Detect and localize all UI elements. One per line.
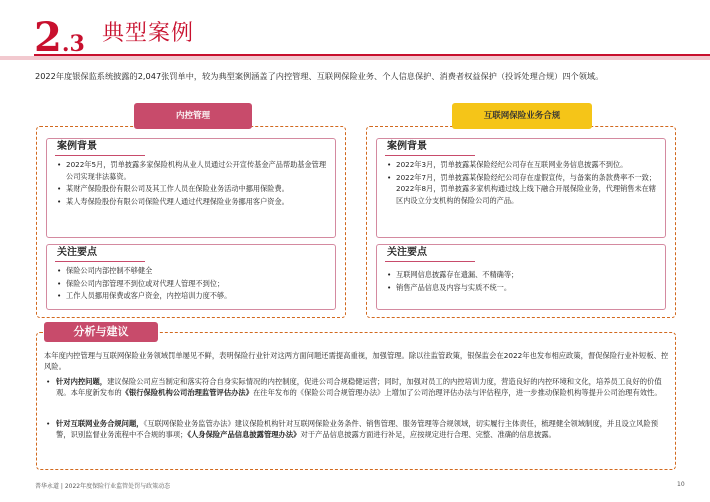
section-title: 典型案例 xyxy=(102,21,195,46)
bullet-lead: 针对互联网业务合规问题， xyxy=(56,419,144,428)
list-item: • 销售产品信息及内容与实质不统一。 xyxy=(387,282,657,294)
section-number xyxy=(34,14,85,64)
list-item: • 保险公司内部控制不够健全 xyxy=(57,265,327,277)
internet-insurance-tab: 互联网保险业务合规 xyxy=(452,103,592,129)
analysis-tab: 分析与建议 xyxy=(44,322,158,342)
right-keypoints-title: 关注要点 xyxy=(377,245,665,261)
page-number: 10 xyxy=(677,481,685,488)
section-number-major: 2 xyxy=(34,14,62,61)
analysis-bullet-internet xyxy=(44,418,670,440)
bullet-regulation: 《人身保险产品信息披露管理办法》 xyxy=(187,430,301,439)
analysis-paragraph: 本年度内控管理与互联网保险业务领域罚单屡见不鲜，表明保险行业针对这两方面问题还需提高重视，加强管理。除以往监管政策，银保监会在2022年也发布相应政策，督促保险行业补短板、控风险。 xyxy=(44,351,669,371)
footer-source: 普华永道 | 2022年度保险行业监管处罚与政策动态 xyxy=(35,483,171,490)
right-background-card xyxy=(376,138,666,238)
bullet-regulation: 《银行保险机构公司治理监管评估办法》 xyxy=(121,388,254,397)
list-item: • 互联网信息披露存在遗漏、不精确等； xyxy=(387,269,657,281)
left-background-title: 案例背景 xyxy=(47,139,335,155)
list-item: • 保险公司内部管理不到位或对代理人管理不到位； xyxy=(57,278,327,290)
left-background-list xyxy=(47,155,335,207)
list-item: • 2022年3月，罚单披露某保险经纪公司存在互联网业务信息披露不到位。 xyxy=(387,159,657,171)
bullet-text: 对于产品信息披露方面进行补足，应按规定进行合理、完整、准确的信息披露。 xyxy=(300,430,556,439)
bullet-dot: • xyxy=(46,419,51,428)
left-keypoints-card xyxy=(46,244,336,310)
left-keypoints-list xyxy=(47,261,335,302)
header-rule xyxy=(34,54,710,56)
bullet-text: 建议保险公司应当制定和落实符合自身实际情况的内控制度，促进公司合规稳健运营；同时，加强对员工的内控培训力度，营造良好的内控环境和文化，培养员工良好的价值观。本年度新发布的 xyxy=(56,377,662,397)
bullet-dot: • xyxy=(46,377,51,386)
list-item: • 某财产保险股份有限公司及其工作人员在保险业务活动中挪用保险费。 xyxy=(57,183,327,195)
right-background-title: 案例背景 xyxy=(377,139,665,155)
intro-paragraph: 2022年度银保监系统披露的2,047张罚单中，较为典型案例涵盖了内控管理、互联网保险业务、个人信息保护、消费者权益保护（投诉处理合规）四个领域。 xyxy=(35,71,604,81)
list-item: • 工作人员挪用保费或客户资金，内控培训力度不够。 xyxy=(57,290,327,302)
right-background-list xyxy=(377,155,665,206)
bullet-text: 在往年发布的《保险公司合规管理办法》上增加了公司治理评估办法与评估程序，进一步推动保险机构等提升公司治理有效性。 xyxy=(253,388,662,397)
section-number-minor: .3 xyxy=(61,31,85,57)
bullet-lead: 针对内控问题， xyxy=(56,377,108,386)
list-item: • 2022年7月，罚单披露某保险经纪公司存在虚假宣传，与备案的条款费率不一致；2022年8月，罚单披露多家机构通过线上线下融合开展保险业务，代理销售未在辖区内设立分支机构的保险公司的产品。 xyxy=(387,172,657,207)
right-keypoints-list xyxy=(377,261,665,293)
internal-control-tab: 内控管理 xyxy=(134,103,252,129)
left-background-card xyxy=(46,138,336,238)
analysis-bullet-internal-control xyxy=(44,376,670,398)
list-item: • 某人寿保险股份有限公司保险代理人通过代理保险业务挪用客户资金。 xyxy=(57,196,327,208)
bullet-text: 《互联网保险业务监管办法》建议保险机构针对互联网保险业务条件、销售管理、服务管理等合规领域，切实履行主体责任，梳理健全领域制度，并且设立风险预警，识别监督业务流程中不合规的事项； xyxy=(56,419,658,439)
right-keypoints-card xyxy=(376,244,666,310)
list-item: • 2022年5月，罚单披露多家保险机构从业人员通过公开宣传基金产品帮助基金管理公司实现非法募资。 xyxy=(57,159,327,182)
header-band xyxy=(0,56,710,60)
left-keypoints-title: 关注要点 xyxy=(47,245,335,261)
